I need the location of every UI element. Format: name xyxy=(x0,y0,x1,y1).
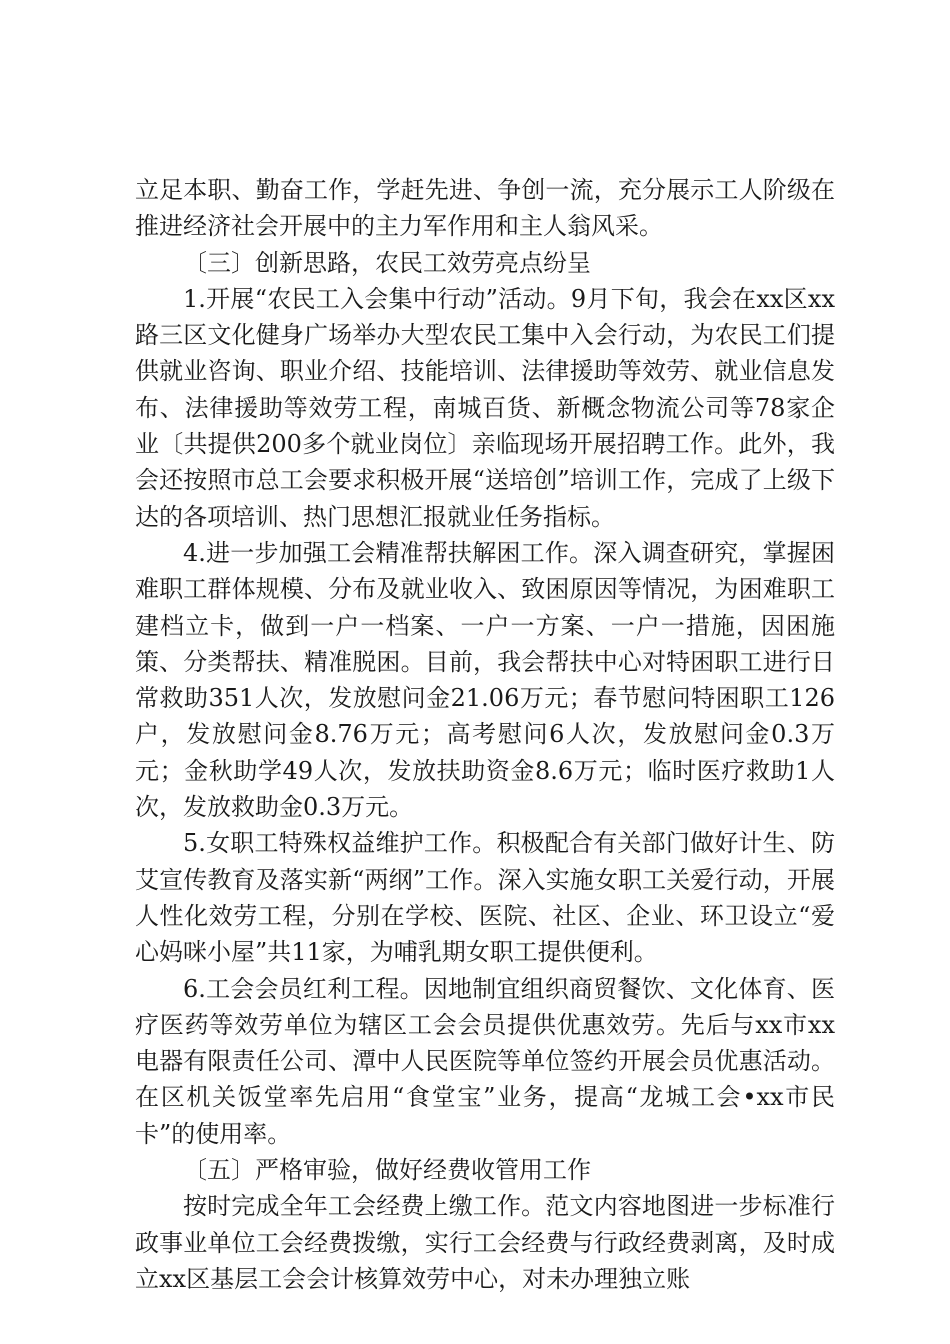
paragraph-female-workers: 5.女职工特殊权益维护工作。积极配合有关部门做好计生、防艾宣传教育及落实新“两纲”工作。深入实施女职工关爱行动，开展人性化效劳工程，分别在学校、医院、社区、企业、环卫设立“爱心妈咪小屋”共11家，为哺乳期女职工提供便利。 xyxy=(135,829,835,967)
paragraph-fee-collection: 按时完成全年工会经费上缴工作。范文内容地图进一步标准行政事业单位工会经费拨缴，实行工会经费与行政经费剥离，及时成立xx区基层工会会计核算效劳中心，对未办理独立账 xyxy=(135,1192,835,1293)
paragraph-continuation: 立足本职、勤奋工作，学赶先进、争创一流，充分展示工人阶级在推进经济社会开展中的主力军作用和主人翁风采。 xyxy=(135,176,835,241)
paragraph-migrant-workers: 1.开展“农民工入会集中行动”活动。9月下旬，我会在xx区xx路三区文化健身广场举办大型农民工集中入会行动，为农民工们提供就业咨询、职业介绍、技能培训、法律援助等效劳、就业信息发布、法律援助等效劳工程，南城百货、新概念物流公司等78家企业〔共提供200多个就业岗位〕亲临现场开展招聘工作。此外，我会还按照市总工会要求积极开展“送培创”培训工作，完成了上级下达的各项培训、热门思想汇报就业任务指标。 xyxy=(135,284,835,531)
section-heading-funding: 〔五〕严格审验，做好经费收管用工作 xyxy=(183,1156,591,1185)
paragraph-member-benefits: 6.工会会员红利工程。因地制宜组织商贸餐饮、文化体育、医疗医药等效劳单位为辖区工会会员提供优惠效劳。先后与xx市xx电器有限责任公司、潭中人民医院等单位签约开展会员优惠活动。在区机关饭堂率先启用“食堂宝”业务，提高“龙城工会•xx市民卡”的使用率。 xyxy=(135,974,835,1148)
section-heading-innovation: 〔三〕创新思路，农民工效劳亮点纷呈 xyxy=(183,248,591,277)
paragraph-poverty-relief: 4.进一步加强工会精准帮扶解困工作。深入调查研究，掌握困难职工群体规模、分布及就业收入、致困原因等情况，为困难职工建档立卡，做到一户一档案、一户一方案、一户一措施，因困施策、分类帮扶、精准脱困。目前，我会帮扶中心对特困职工进行日常救助351人次，发放慰问金21.06万元；春节慰问特困职工126户，发放慰问金8.76万元；高考慰问6人次，发放慰问金0.3万元；金秋助学49人次，发放扶助资金8.6万元；临时医疗救助1人次，发放救助金0.3万元。 xyxy=(135,538,835,822)
document-body xyxy=(135,172,835,1297)
